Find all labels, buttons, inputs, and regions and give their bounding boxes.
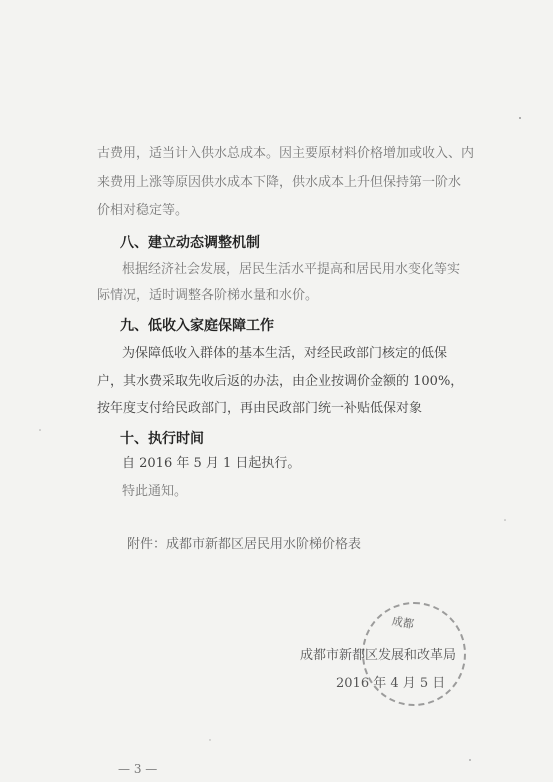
page-number: — 3 —	[118, 762, 158, 776]
section-heading-10: 十、执行时间	[120, 431, 204, 447]
attachment-note: 附件：成都市新都区居民用水阶梯价格表	[127, 537, 362, 552]
paragraph-line: 际情况，适时调整各阶梯水量和水价。	[97, 288, 319, 303]
paragraph-line: 按年度支付给民政部门，再由民政部门统一补贴低保对象	[97, 401, 423, 416]
seal-text: 成都	[390, 614, 415, 631]
section-heading-9: 九、低收入家庭保障工作	[120, 318, 274, 334]
paragraph-line: 价相对稳定等。	[97, 203, 189, 218]
paragraph-line: 根据经济社会发展，居民生活水平提高和居民用水变化等实	[122, 262, 461, 277]
paragraph-line: 户，其水费采取先收后返的办法，由企业按调价金额的 100%，	[97, 374, 464, 389]
signature-org: 成都市新都区发展和改革局	[300, 648, 457, 663]
paragraph-line: 为保障低收入群体的基本生活，对经民政部门核定的低保	[122, 346, 448, 361]
section-heading-8: 八、建立动态调整机制	[120, 235, 260, 251]
paragraph-line: 古费用，适当计入供水总成本。因主要原材料价格增加或收入、内	[97, 146, 475, 161]
paragraph-line: 来费用上涨等原因供水成本下降，供水成本上升但保持第一阶水	[97, 175, 462, 190]
paragraph-line: 自 2016 年 5 月 1 日起执行。	[122, 456, 301, 471]
signature-date: 2016 年 4 月 5 日	[336, 676, 446, 691]
paragraph-line: 特此通知。	[122, 484, 188, 499]
